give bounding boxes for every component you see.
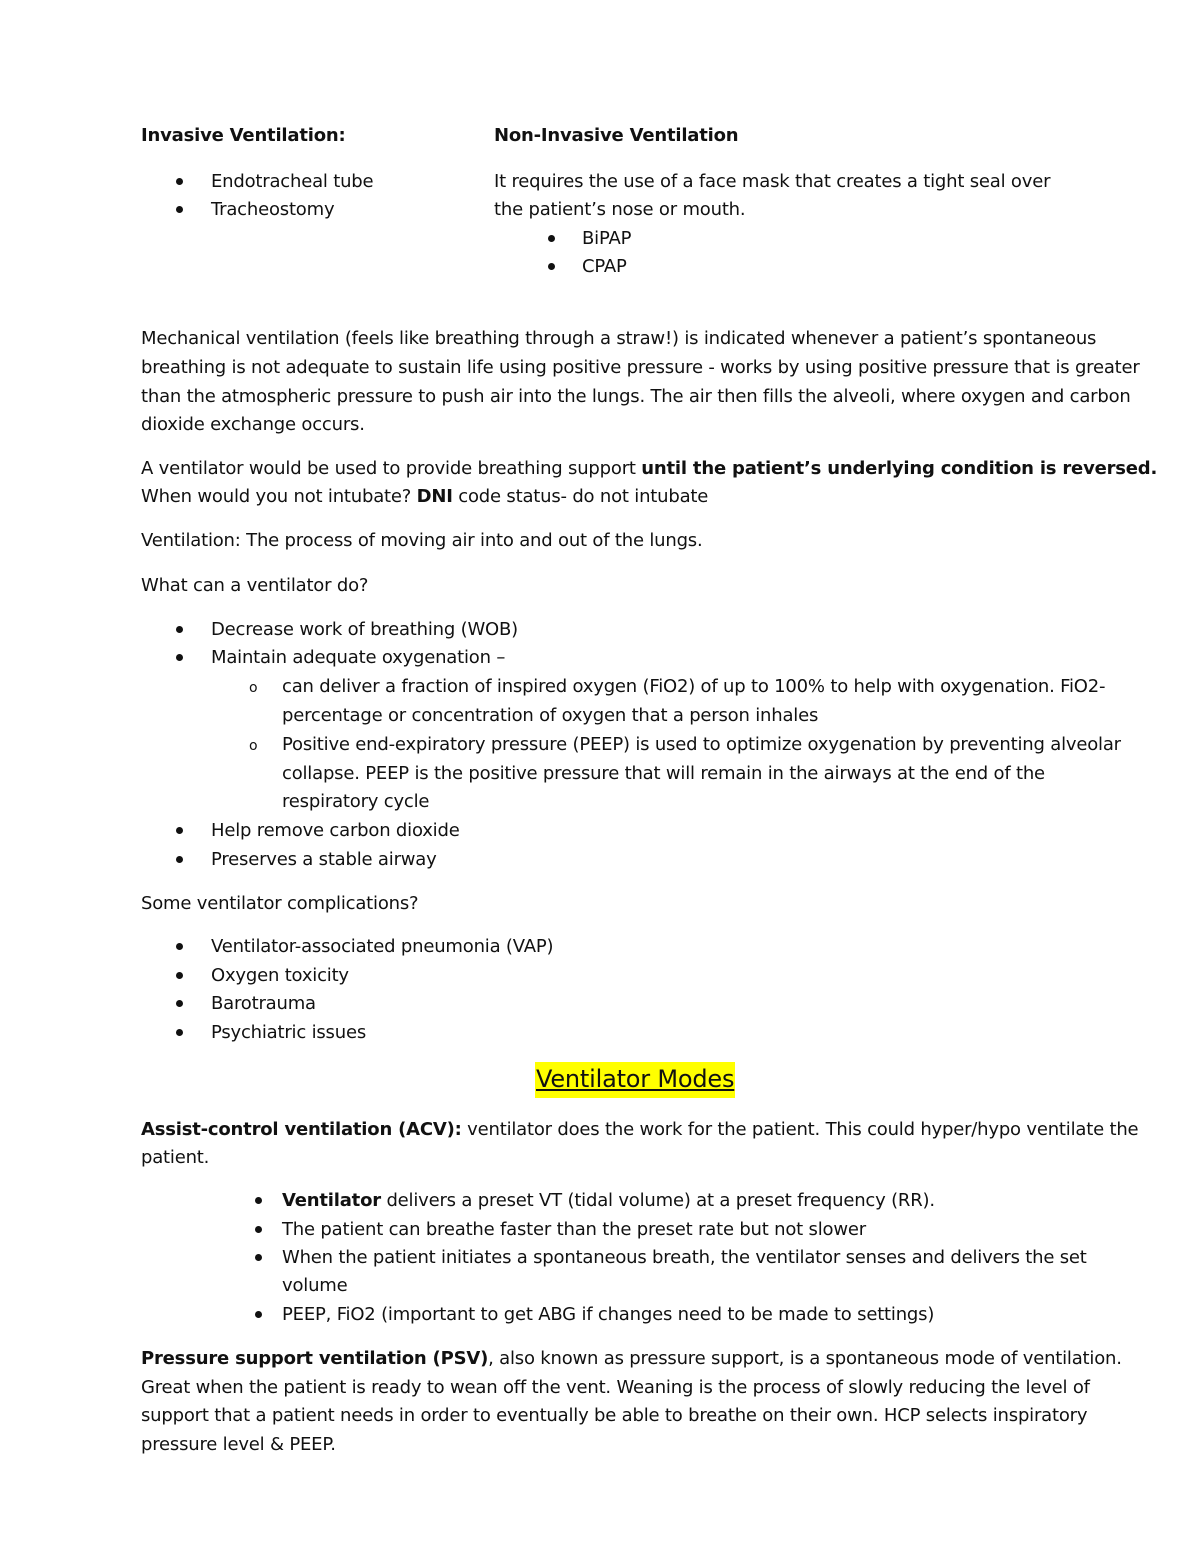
bullet-icon <box>176 827 183 834</box>
can-do-sub2-line1: Positive end-expiratory pressure (PEEP) is used to optimize oxygenation by preventing alveolar <box>282 734 1121 755</box>
psv-line-4: pressure level & PEEP. <box>141 1434 336 1455</box>
complications-question: Some ventilator complications? <box>141 893 419 914</box>
complication-item-2: Oxygen toxicity <box>211 965 349 986</box>
acv-bullet-1 <box>282 1190 935 1211</box>
bullet-icon <box>176 943 183 950</box>
support-prefix: A ventilator would be used to provide breathing support <box>141 458 642 479</box>
mech-line-4: dioxide exchange occurs. <box>141 414 365 435</box>
acv-bullet-1-bold: Ventilator <box>282 1190 381 1211</box>
support-bold: until the patient’s underlying condition is reversed. <box>641 458 1158 479</box>
acv-line-2: patient. <box>141 1147 210 1168</box>
bullet-icon <box>176 1000 183 1007</box>
bullet-icon <box>176 654 183 661</box>
ventilation-definition: Ventilation: The process of moving air into and out of the lungs. <box>141 530 703 551</box>
can-do-item-1: Decrease work of breathing (WOB) <box>211 619 518 640</box>
sub-bullet-icon: o <box>249 680 258 696</box>
can-do-sub2-line2: collapse. PEEP is the positive pressure that will remain in the airways at the end of the <box>282 763 1045 784</box>
bullet-icon <box>176 1029 183 1036</box>
dni-suffix: code status- do not intubate <box>452 486 709 507</box>
acv-text: ventilator does the work for the patient. This could hyper/hypo ventilate the <box>461 1119 1139 1140</box>
bullet-icon <box>176 178 183 185</box>
acv-label: Assist-control ventilation (ACV): <box>141 1119 462 1140</box>
can-do-item-4: Preserves a stable airway <box>211 849 437 870</box>
can-do-sub2-line3: respiratory cycle <box>282 791 430 812</box>
bullet-icon <box>176 626 183 633</box>
bullet-icon <box>548 263 555 270</box>
psv-line-1 <box>141 1348 1122 1369</box>
acv-bullet-2: The patient can breathe faster than the preset rate but not slower <box>282 1219 866 1240</box>
bullet-icon <box>255 1226 262 1233</box>
noninvasive-item-2: CPAP <box>582 256 627 277</box>
bullet-icon <box>176 856 183 863</box>
invasive-item-1: Endotracheal tube <box>211 171 374 192</box>
support-line-2 <box>141 486 708 507</box>
acv-bullet-3-line2: volume <box>282 1275 348 1296</box>
acv-bullet-4: PEEP, FiO2 (important to get ABG if changes need to be made to settings) <box>282 1304 935 1325</box>
mech-line-2: breathing is not adequate to sustain life using positive pressure - works by using positive pressure that is greater <box>141 357 1140 378</box>
acv-bullet-1-rest: delivers a preset VT (tidal volume) at a preset frequency (RR). <box>380 1190 935 1211</box>
intubate-question: When would you not intubate? <box>141 486 417 507</box>
mech-line-1: Mechanical ventilation (feels like breathing through a straw!) is indicated whenever a patient’s spontaneous <box>141 328 1097 349</box>
psv-text: , also known as pressure support, is a spontaneous mode of ventilation. <box>488 1348 1122 1369</box>
noninvasive-item-1: BiPAP <box>582 228 632 249</box>
bullet-icon <box>255 1197 262 1204</box>
bullet-icon <box>176 972 183 979</box>
can-do-question: What can a ventilator do? <box>141 575 369 596</box>
acv-bullet-3-line1: When the patient initiates a spontaneous breath, the ventilator senses and delivers the set <box>282 1247 1087 1268</box>
bullet-icon <box>548 235 555 242</box>
complication-item-3: Barotrauma <box>211 993 316 1014</box>
ventilator-modes-heading: Ventilator Modes <box>535 1062 735 1098</box>
can-do-sub1-line2: percentage or concentration of oxygen that a person inhales <box>282 705 819 726</box>
complication-item-1: Ventilator-associated pneumonia (VAP) <box>211 936 554 957</box>
can-do-item-3: Help remove carbon dioxide <box>211 820 460 841</box>
sub-bullet-icon: o <box>249 738 258 754</box>
psv-line-2: Great when the patient is ready to wean off the vent. Weaning is the process of slowly reducing the level of <box>141 1377 1090 1398</box>
mech-line-3: than the atmospheric pressure to push air into the lungs. The air then fills the alveoli, where oxygen and carbon <box>141 386 1131 407</box>
noninvasive-heading: Non-Invasive Ventilation <box>494 125 739 146</box>
invasive-heading: Invasive Ventilation: <box>141 125 346 146</box>
psv-line-3: support that a patient needs in order to eventually be able to breathe on their own. HCP selects inspiratory <box>141 1405 1088 1426</box>
bullet-icon <box>176 206 183 213</box>
noninvasive-desc-line2: the patient’s nose or mouth. <box>494 199 746 220</box>
can-do-sub1-line1: can deliver a fraction of inspired oxygen (FiO2) of up to 100% to help with oxygenation. FiO2- <box>282 676 1106 697</box>
bullet-icon <box>255 1254 262 1261</box>
invasive-item-2: Tracheostomy <box>211 199 335 220</box>
support-line-1 <box>141 458 1157 479</box>
can-do-item-2: Maintain adequate oxygenation – <box>211 647 506 668</box>
psv-label: Pressure support ventilation (PSV) <box>141 1348 489 1369</box>
noninvasive-desc-line1: It requires the use of a face mask that creates a tight seal over <box>494 171 1051 192</box>
complication-item-4: Psychiatric issues <box>211 1022 366 1043</box>
acv-line-1 <box>141 1119 1138 1140</box>
dni-label: DNI <box>416 486 453 507</box>
bullet-icon <box>255 1311 262 1318</box>
